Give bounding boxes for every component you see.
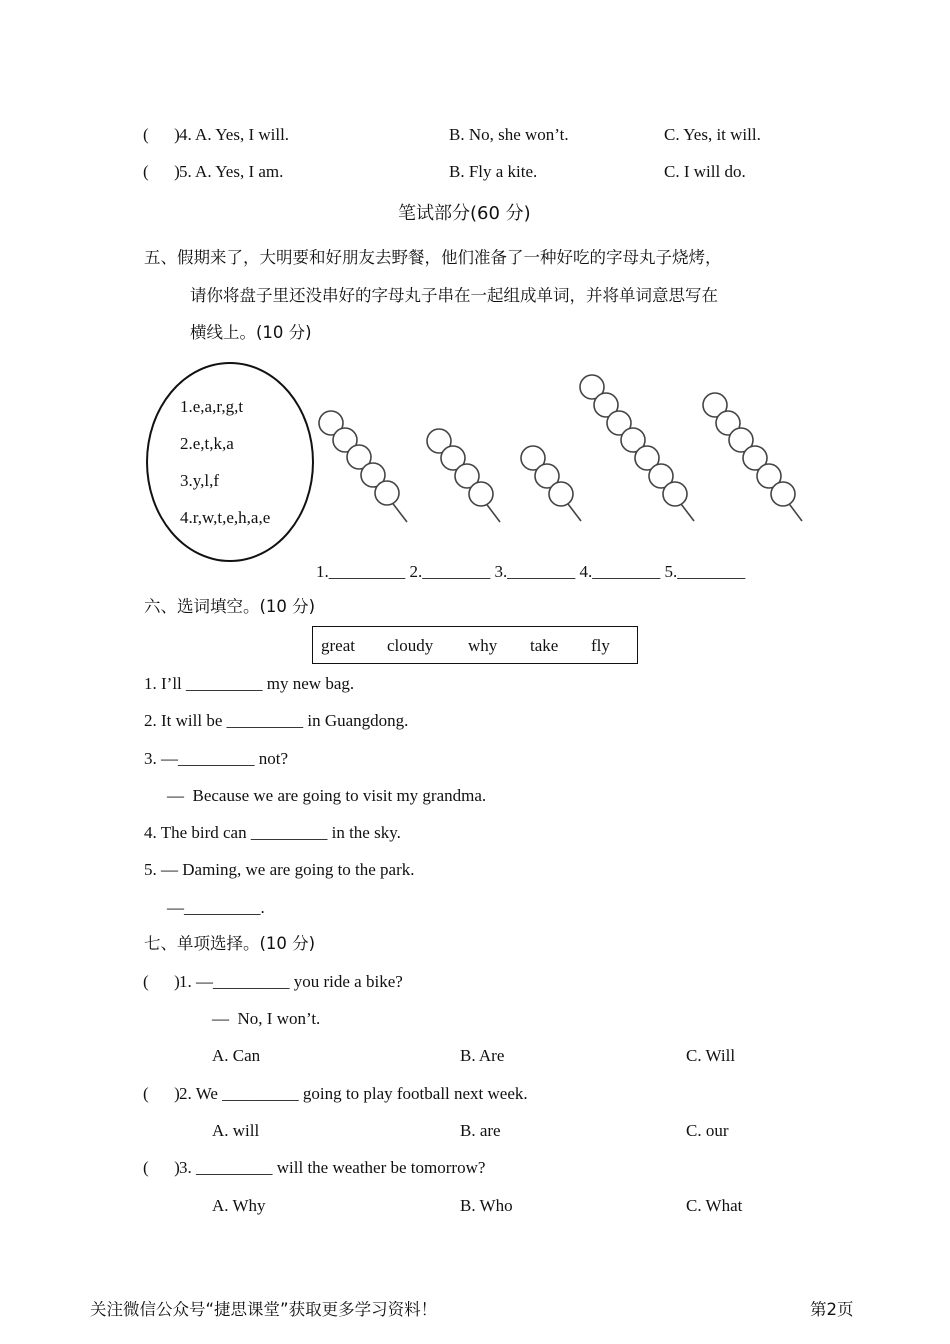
footer-promo: 关注微信公众号“捷思课堂”获取更多学习资料！	[90, 1300, 438, 1319]
fill-question-1[interactable]: 1. I’ll _________ my new bag.	[144, 674, 355, 693]
written-part-title: 笔试部分(60 分)	[398, 203, 531, 224]
fill-question-2[interactable]: 2. It will be _________ in Guangdong.	[144, 711, 409, 730]
question-4-option-b: B. No, she won’t.	[449, 125, 569, 144]
choice-3-option-c[interactable]: C. What	[686, 1196, 743, 1215]
section5-instruction-line1: 五、假期来了，大明要和好朋友去野餐，他们准备了一种好吃的字母丸子烧烤，	[144, 248, 722, 267]
skewer-2	[427, 429, 500, 522]
answer-paren[interactable]: ( )	[143, 125, 180, 144]
answer-paren[interactable]: ( )	[143, 1158, 180, 1177]
choice-1-option-c[interactable]: C. Will	[686, 1046, 736, 1065]
choice-question-1: 1. —_________ you ride a bike?	[179, 972, 403, 991]
skewer-4	[580, 375, 694, 521]
skewer-3	[521, 446, 581, 521]
question-4-option-a: 4. A. Yes, I will.	[179, 125, 290, 144]
question-5-option-a: 5. A. Yes, I am.	[179, 162, 284, 181]
section5-instruction-line3: 横线上。(10 分)	[190, 323, 312, 342]
choice-question-2: 2. We _________ going to play football next week.	[179, 1084, 528, 1103]
skewer-1	[319, 411, 407, 522]
plate-item-3: 3.y,l,f	[180, 471, 220, 490]
choice-3-option-a[interactable]: A. Why	[212, 1196, 266, 1215]
word-bank-item: great	[321, 636, 355, 655]
plate-item-1: 1.e,a,r,g,t	[180, 397, 244, 416]
answer-paren[interactable]: ( )	[143, 1084, 180, 1103]
question-5-option-c: C. I will do.	[664, 162, 746, 181]
choice-question-1-reply: — No, I won’t.	[212, 1009, 321, 1028]
skewer-5	[703, 393, 802, 521]
section7-title: 七、单项选择。(10 分)	[144, 934, 316, 953]
word-bank-item: take	[530, 636, 559, 655]
fill-question-5: 5. — Daming, we are going to the park.	[144, 860, 415, 879]
fill-question-3-reply: — Because we are going to visit my grandma.	[167, 786, 487, 805]
fill-question-5-reply[interactable]: —_________.	[167, 898, 265, 917]
fill-question-3[interactable]: 3. —_________ not?	[144, 749, 289, 768]
section6-title: 六、选词填空。(10 分)	[144, 597, 316, 616]
choice-question-3: 3. _________ will the weather be tomorrow?	[179, 1158, 486, 1177]
choice-2-option-a[interactable]: A. will	[212, 1121, 260, 1140]
word-bank-item: fly	[591, 636, 610, 655]
word-bank-item: cloudy	[387, 636, 434, 655]
choice-2-option-b[interactable]: B. are	[460, 1121, 501, 1140]
skewers-illustration	[0, 0, 950, 600]
fill-question-4[interactable]: 4. The bird can _________ in the sky.	[144, 823, 401, 842]
answer-paren[interactable]: ( )	[143, 972, 180, 991]
word-bank-item: why	[468, 636, 498, 655]
choice-3-option-b[interactable]: B. Who	[460, 1196, 513, 1215]
plate-item-4: 4.r,w,t,e,h,a,e	[180, 508, 271, 527]
question-4-option-c: C. Yes, it will.	[664, 125, 761, 144]
answer-blanks[interactable]: 1._________ 2.________ 3.________ 4.________ 5.________	[316, 562, 746, 581]
word-bank-box	[312, 626, 638, 664]
choice-1-option-a[interactable]: A. Can	[212, 1046, 261, 1065]
question-5-option-b: B. Fly a kite.	[449, 162, 538, 181]
answer-paren[interactable]: ( )	[143, 162, 180, 181]
plate-item-2: 2.e,t,k,a	[180, 434, 234, 453]
page-number: 第2页	[810, 1300, 854, 1319]
choice-1-option-b[interactable]: B. Are	[460, 1046, 505, 1065]
section5-instruction-line2: 请你将盘子里还没串好的字母丸子串在一起组成单词，并将单词意思写在	[190, 286, 718, 305]
choice-2-option-c[interactable]: C. our	[686, 1121, 729, 1140]
